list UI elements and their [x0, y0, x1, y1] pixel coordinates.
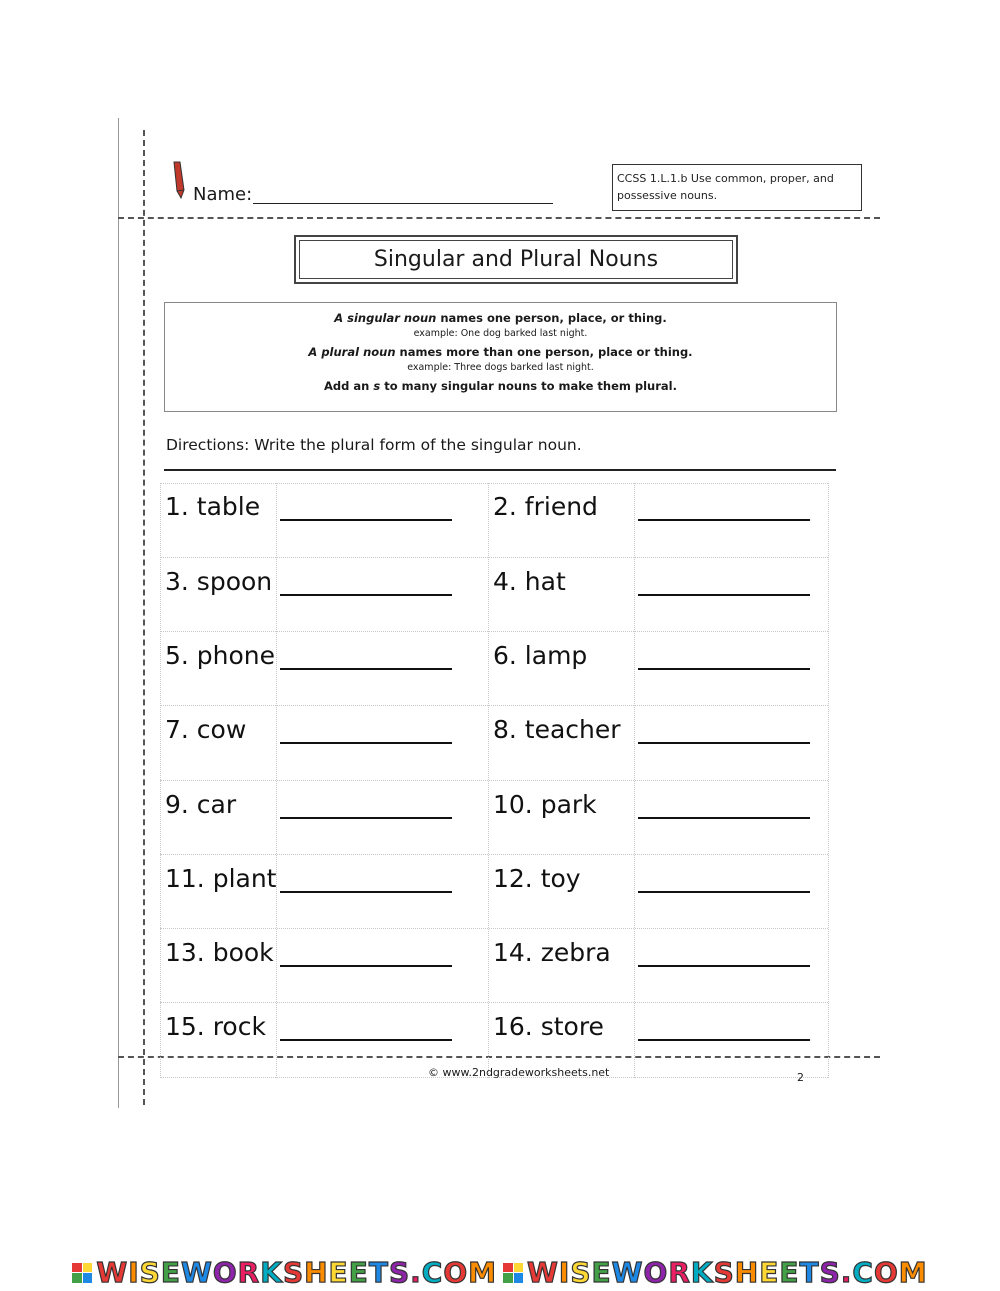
pencil-icon: [170, 160, 192, 204]
singular-term: A singular noun: [334, 311, 437, 325]
brand-logo-icon: [72, 1263, 92, 1283]
watermark-letter: R: [668, 1256, 691, 1289]
noun-item: 11. plant: [165, 864, 277, 893]
rule-letter: s: [373, 379, 381, 393]
answer-blank[interactable]: [280, 965, 452, 967]
page-title: Singular and Plural Nouns: [299, 240, 733, 279]
grid-line: [160, 705, 828, 706]
answer-blank[interactable]: [280, 594, 452, 596]
answer-blank[interactable]: [280, 817, 452, 819]
watermark-letter: S: [139, 1256, 161, 1289]
watermark-text: [527, 1256, 928, 1289]
grid-line: [160, 780, 828, 781]
noun-item: 9. car: [165, 790, 237, 819]
watermark-letter: M: [468, 1256, 497, 1289]
noun-item: 6. lamp: [493, 641, 588, 670]
watermark-letter: O: [443, 1256, 469, 1289]
watermark-letter: O: [873, 1256, 899, 1289]
watermark-letter: T: [368, 1256, 389, 1289]
plural-term: A plural noun: [308, 345, 396, 359]
grid-line: [160, 483, 828, 484]
directions: Directions: Write the plural form of the singular noun.: [166, 436, 582, 454]
definition-box: [164, 302, 837, 412]
singular-example: example: One dog barked last night.: [413, 328, 588, 339]
watermark-letter: C: [852, 1256, 874, 1289]
grid-line: [160, 1002, 828, 1003]
watermark-letter: M: [898, 1256, 928, 1289]
watermark-letter: E: [348, 1256, 369, 1289]
grid-line: [828, 483, 829, 1078]
left-margin-rule: [118, 118, 119, 1108]
watermark-letter: W: [611, 1256, 644, 1289]
watermark-letter: H: [734, 1256, 760, 1289]
watermark-letter: W: [527, 1256, 559, 1289]
watermark-letter: R: [237, 1256, 261, 1289]
answer-blank[interactable]: [280, 1039, 452, 1041]
name-label: Name:: [193, 184, 253, 205]
answer-blank[interactable]: [280, 668, 452, 670]
noun-item: 13. book: [165, 938, 274, 967]
watermark-letter: S: [282, 1256, 305, 1289]
directions-rule: [164, 469, 836, 471]
plural-rule: [165, 378, 836, 395]
noun-item: 16. store: [493, 1012, 604, 1041]
noun-item: 5. phone: [165, 641, 276, 670]
bottom-cut-line: [118, 1056, 880, 1058]
watermark-letter: W: [96, 1256, 129, 1289]
title-frame: [294, 235, 738, 284]
noun-item: 14. zebra: [493, 938, 611, 967]
watermark-letter: E: [779, 1256, 800, 1289]
noun-item: 8. teacher: [493, 715, 621, 744]
top-cut-line: [118, 217, 880, 219]
watermark-letter: S: [388, 1256, 411, 1289]
answer-blank[interactable]: [638, 965, 810, 967]
noun-item: 12. toy: [493, 864, 581, 893]
noun-item: 3. spoon: [165, 567, 273, 596]
watermark-letter: H: [304, 1256, 329, 1289]
watermark-letter: O: [212, 1256, 238, 1289]
rule-part-b: to many singular nouns to make them plural.: [380, 379, 677, 393]
watermark-letter: E: [759, 1256, 780, 1289]
singular-definition: names one person, place, or thing.: [436, 311, 667, 325]
noun-item: 10. park: [493, 790, 597, 819]
watermark-letter: S: [819, 1256, 841, 1289]
noun-item: 15. rock: [165, 1012, 266, 1041]
watermark-letter: I: [558, 1256, 571, 1289]
grid-line: [160, 631, 828, 632]
footer-credit: © www.2ndgradeworksheets.net: [428, 1066, 610, 1079]
answer-blank[interactable]: [638, 891, 810, 893]
watermark-letter: K: [260, 1256, 283, 1289]
watermark-letter: W: [180, 1256, 213, 1289]
plural-definition: names more than one person, place or thing.: [395, 345, 693, 359]
watermark-letter: E: [591, 1256, 612, 1289]
watermark-item: [72, 1256, 497, 1289]
answer-blank[interactable]: [638, 594, 810, 596]
watermark-letter: .: [840, 1256, 853, 1289]
watermark-letter: .: [410, 1256, 422, 1289]
watermark-letter: T: [799, 1256, 820, 1289]
watermark-letter: O: [643, 1256, 669, 1289]
noun-item: 4. hat: [493, 567, 566, 596]
noun-item: 2. friend: [493, 492, 598, 521]
grid-line: [160, 557, 828, 558]
rule-part-a: Add an: [324, 379, 374, 393]
definition-singular: [165, 310, 836, 327]
watermark-letter: K: [690, 1256, 714, 1289]
answer-blank[interactable]: [280, 519, 452, 521]
brand-logo-icon: [503, 1263, 523, 1283]
answer-blank[interactable]: [280, 742, 452, 744]
answer-blank[interactable]: [638, 668, 810, 670]
page-number: 2: [797, 1071, 804, 1084]
watermark-letter: E: [160, 1256, 181, 1289]
definition-plural: [165, 344, 836, 361]
watermark-letter: S: [570, 1256, 592, 1289]
standard-box: CCSS 1.L.1.b Use common, proper, and possessive nouns.: [612, 164, 862, 211]
watermark-letter: I: [128, 1256, 140, 1289]
noun-item: 7. cow: [165, 715, 247, 744]
watermark-letter: E: [328, 1256, 349, 1289]
watermark-letter: S: [713, 1256, 735, 1289]
answer-blank[interactable]: [638, 817, 810, 819]
grid-line: [160, 854, 828, 855]
left-margin-dashes: [143, 130, 145, 1105]
watermark-letter: C: [421, 1256, 444, 1289]
answer-blank[interactable]: [638, 1039, 810, 1041]
watermark-item: [503, 1256, 928, 1289]
watermark-banner: [0, 1254, 1000, 1291]
answer-blank[interactable]: [638, 519, 810, 521]
plural-example: example: Three dogs barked last night.: [407, 362, 594, 373]
grid-line: [160, 928, 828, 929]
name-field[interactable]: [253, 203, 553, 204]
noun-item: 1. table: [165, 492, 261, 521]
watermark-text: [96, 1256, 497, 1289]
answer-blank[interactable]: [280, 891, 452, 893]
answer-blank[interactable]: [638, 742, 810, 744]
